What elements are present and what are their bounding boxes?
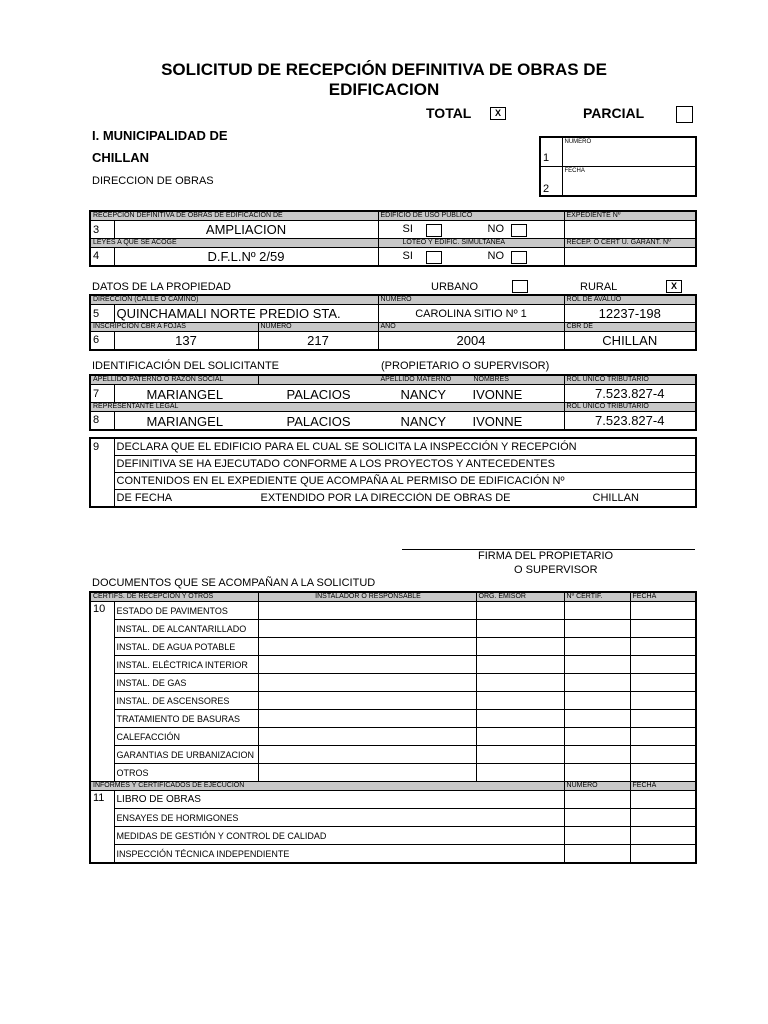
docs-header-4: Nº CERTIF.: [564, 592, 630, 602]
sec9-comuna[interactable]: CHILLAN: [592, 492, 639, 504]
doc-item-label: INSTAL. DE ASCENSORES: [114, 692, 258, 710]
org-emisor-field[interactable]: [476, 746, 564, 764]
parcial-checkbox[interactable]: [676, 106, 693, 123]
direccion-obras-label: DIRECCION DE OBRAS: [92, 175, 214, 187]
doc-item-label: INSTAL. DE GAS: [114, 674, 258, 692]
sec3-no-checkbox[interactable]: [511, 224, 527, 237]
org-emisor-field[interactable]: [476, 692, 564, 710]
sec3-si-label: SI: [402, 223, 413, 235]
sec3-header-3: EXPEDIENTE Nº: [564, 211, 696, 221]
total-checkbox[interactable]: X: [490, 107, 506, 120]
doc-row: [90, 620, 696, 638]
sec3-header-2: EDIFICIO DE USO PUBLICO: [378, 211, 564, 221]
sec9-line2: DEFINITIVA SE HA EJECUTADO CONFORME A LOS PROYECTOS Y ANTECEDENTES: [114, 456, 696, 473]
informe-numero-field[interactable]: [564, 809, 630, 827]
docs11-header-2: NÚMERO: [564, 782, 630, 791]
n-certif-field[interactable]: [564, 692, 630, 710]
sec6-anio[interactable]: 2004: [378, 332, 564, 350]
sec4-header-2: LOTEO Y EDIFIC. SIMULTANEA: [378, 239, 564, 248]
doc-row: [90, 692, 696, 710]
sec5-direccion[interactable]: QUINCHAMALI NORTE PREDIO STA.: [114, 305, 378, 323]
doc-row: [90, 674, 696, 692]
org-emisor-field[interactable]: [476, 602, 564, 620]
sec4-si-checkbox[interactable]: [426, 251, 442, 264]
docs11-header-1: INFORMES Y CERTIFICADOS DE EJECUCIÓN: [90, 782, 564, 791]
informe-item-label: INSPECCIÓN TÉCNICA INDEPENDIENTE: [114, 845, 564, 864]
sec7-num: 7: [90, 385, 114, 403]
sec6-header-4: CBR DE: [564, 323, 696, 332]
documentos-table: [89, 591, 697, 864]
informe-numero-field[interactable]: [564, 791, 630, 809]
form-title-line2: EDIFICACION: [328, 80, 440, 99]
sec3-no-label: NO: [487, 223, 504, 235]
org-emisor-field[interactable]: [476, 764, 564, 782]
sec4-value[interactable]: D.F.L.Nº 2/59: [114, 248, 378, 266]
sec8-rut[interactable]: 7.523.827-4: [564, 412, 696, 430]
doc-item-label: TRATAMIENTO DE BASURAS: [114, 710, 258, 728]
informe-row: [90, 845, 696, 864]
doc-item-label: CALEFACCIÓN: [114, 728, 258, 746]
doc-row: [90, 656, 696, 674]
section-7-8-table: [89, 374, 697, 431]
sec3-header-1: RECEPCIÓN DEFINITIVA DE OBRAS DE EDIFICACIÓN DE: [90, 211, 378, 221]
informe-fecha-field[interactable]: [630, 809, 696, 827]
sec3-si-no: [378, 221, 564, 239]
section-3-4-table: [89, 210, 697, 267]
instalador-field[interactable]: [258, 746, 476, 764]
org-emisor-field[interactable]: [476, 620, 564, 638]
fecha-field[interactable]: [630, 602, 696, 620]
sec5-header-3: ROL DE AVALUO: [564, 295, 696, 305]
sec9-num: 9: [90, 438, 114, 507]
sec4-no-label: NO: [487, 250, 504, 262]
org-emisor-field[interactable]: [476, 638, 564, 656]
sec6-numero[interactable]: 217: [258, 332, 378, 350]
rural-label: RURAL: [580, 281, 618, 293]
fecha-field[interactable]: [562, 175, 696, 196]
sec5-header-1: DIRECCIÓN (CALLE O CAMINO): [90, 295, 378, 305]
sec3-si-checkbox[interactable]: [426, 224, 442, 237]
sec7-header-3: NOMBRES: [473, 376, 509, 383]
sec4-num: 4: [90, 248, 114, 266]
doc-row: [90, 710, 696, 728]
sec4-header-3: RECEP. O CERT U. GARANT. Nº: [564, 239, 696, 248]
informe-numero-field[interactable]: [564, 845, 630, 864]
informe-fecha-field[interactable]: [630, 845, 696, 864]
total-label: TOTAL: [426, 105, 472, 121]
sec6-header-1: INSCRIPCION CBR A FOJAS: [90, 323, 258, 332]
sec8-header-2: ROL UNICO TRIBUTARIO: [564, 403, 696, 412]
sec6-header-3: AÑO: [378, 323, 564, 332]
sec7-nombre2: IVONNE: [472, 387, 523, 402]
sec5-numero[interactable]: CAROLINA SITIO Nº 1: [378, 305, 564, 323]
docs-header-1: CERTIFS. DE RECEPCIÓN Y OTROS: [90, 592, 258, 602]
documentos-label: DOCUMENTOS QUE SE ACOMPAÑAN A LA SOLICITUD: [92, 577, 376, 589]
docs11-header-3: FECHA: [630, 782, 696, 791]
docs-header-3: ORG. EMISOR: [476, 592, 564, 602]
urbano-label: URBANO: [431, 281, 479, 293]
sec9-line3: CONTENIDOS EN EL EXPEDIENTE QUE ACOMPAÑA AL PERMISO DE EDIFICACIÓN Nº: [114, 473, 696, 490]
sec4-si-no: [378, 248, 564, 266]
docs-header-5: FECHA: [630, 592, 696, 602]
parcial-label: PARCIAL: [583, 105, 645, 121]
fecha-field[interactable]: [630, 620, 696, 638]
numero-field[interactable]: [562, 146, 696, 167]
sec8-nombre1: NANCY: [400, 414, 447, 429]
sec7-header-2-3: [258, 375, 564, 385]
instalador-field[interactable]: [258, 620, 476, 638]
municipio-line1: I. MUNICIPALIDAD DE: [92, 128, 228, 143]
sec6-num: 6: [90, 332, 114, 350]
instalador-field[interactable]: [258, 728, 476, 746]
sec8-header-1: REPRESENTANTE LEGAL: [90, 403, 564, 412]
recep-cert-field[interactable]: [564, 248, 696, 266]
instalador-field[interactable]: [258, 602, 476, 620]
section-5-6-table: [89, 294, 697, 351]
sec7-header-4: ROL UNICO TRIBUTARIO: [564, 375, 696, 385]
section-9-table: [89, 437, 697, 508]
sec8-paterno: MARIANGEL: [146, 414, 224, 429]
solicitante-label: IDENTIFICACIÓN DEL SOLICITANTE: [92, 360, 280, 372]
fecha-field[interactable]: [630, 692, 696, 710]
org-emisor-field[interactable]: [476, 674, 564, 692]
urbano-checkbox[interactable]: [512, 280, 528, 293]
solicitante-sub: (PROPIETARIO O SUPERVISOR): [381, 360, 550, 372]
rural-checkbox[interactable]: X: [666, 280, 682, 293]
sec8-nombre2: IVONNE: [472, 414, 523, 429]
n-certif-field[interactable]: [564, 638, 630, 656]
row-1-num: 1: [543, 152, 550, 164]
fecha-field[interactable]: [630, 656, 696, 674]
fecha-field[interactable]: [630, 674, 696, 692]
sec4-no-checkbox[interactable]: [511, 251, 527, 264]
docs10-num: 10: [90, 602, 114, 782]
numero-fecha-box: [539, 136, 697, 197]
doc-row: [90, 602, 696, 620]
sec7-header-2: APELLIDO MATERNO: [380, 376, 452, 383]
municipio-line2: CHILLAN: [92, 150, 150, 165]
datos-propiedad-label: DATOS DE LA PROPIEDAD: [92, 281, 231, 293]
n-certif-field[interactable]: [564, 602, 630, 620]
sec7-rut[interactable]: 7.523.827-4: [564, 385, 696, 403]
n-certif-field[interactable]: [564, 728, 630, 746]
docs11-num: 11: [90, 791, 114, 864]
instalador-field[interactable]: [258, 674, 476, 692]
doc-item-label: INSTAL. DE AGUA POTABLE: [114, 638, 258, 656]
sec6-cbr[interactable]: CHILLAN: [564, 332, 696, 350]
informe-item-label: LIBRO DE OBRAS: [114, 791, 564, 809]
docs-header-2: INSTALADOR O RESPONSABLE: [258, 592, 476, 602]
n-certif-field[interactable]: [564, 710, 630, 728]
sec3-value[interactable]: AMPLIACION: [114, 221, 378, 239]
doc-row: [90, 764, 696, 782]
n-certif-field[interactable]: [564, 620, 630, 638]
informe-row: [90, 791, 696, 809]
informe-fecha-field[interactable]: [630, 791, 696, 809]
sec4-si-label: SI: [402, 250, 413, 262]
expediente-field[interactable]: [564, 221, 696, 239]
n-certif-field[interactable]: [564, 764, 630, 782]
sec5-num: 5: [90, 305, 114, 323]
instalador-field[interactable]: [258, 764, 476, 782]
doc-item-label: OTROS: [114, 764, 258, 782]
doc-item-label: INSTAL. ELÉCTRICA INTERIOR: [114, 656, 258, 674]
sec9-line1: DECLARA QUE EL EDIFICIO PARA EL CUAL SE SOLICITA LA INSPECCIÓN Y RECEPCIÓN: [114, 438, 696, 456]
doc-item-label: GARANTIAS DE URBANIZACION: [114, 746, 258, 764]
sec3-num: 3: [90, 221, 114, 239]
informe-row: [90, 827, 696, 845]
instalador-field[interactable]: [258, 692, 476, 710]
n-certif-field[interactable]: [564, 656, 630, 674]
informe-item-label: ENSAYES DE HORMIGONES: [114, 809, 564, 827]
form-title-line1: SOLICITUD DE RECEPCIÓN DEFINITIVA DE OBRAS DE: [161, 60, 607, 79]
sec8-materno: PALACIOS: [286, 414, 351, 429]
doc-item-label: ESTADO DE PAVIMENTOS: [114, 602, 258, 620]
sec7-materno: PALACIOS: [286, 387, 351, 402]
org-emisor-field[interactable]: [476, 656, 564, 674]
informe-fecha-field[interactable]: [630, 827, 696, 845]
doc-row: [90, 638, 696, 656]
org-emisor-field[interactable]: [476, 710, 564, 728]
informe-row: [90, 809, 696, 827]
sec9-line4: [114, 490, 696, 508]
row-2-num: 2: [540, 167, 562, 197]
instalador-field[interactable]: [258, 710, 476, 728]
sec5-rol[interactable]: 12237-198: [564, 305, 696, 323]
sec7-header-1: APELLIDO PATERNO O RAZÓN SOCIAL: [90, 375, 258, 385]
sec7-nombre1: NANCY: [400, 387, 447, 402]
fecha-field[interactable]: [630, 638, 696, 656]
firma-label-1: FIRMA DEL PROPIETARIO: [478, 550, 614, 562]
numero-label: NUMERO: [562, 137, 696, 146]
instalador-field[interactable]: [258, 656, 476, 674]
doc-row: [90, 728, 696, 746]
sec9-extendido: EXTENDIDO POR LA DIRECCIÓN DE OBRAS DE: [260, 492, 511, 504]
n-certif-field[interactable]: [564, 746, 630, 764]
sec6-header-2: NUMERO: [258, 323, 378, 332]
doc-item-label: INSTAL. DE ALCANTARILLADO: [114, 620, 258, 638]
fecha-label: FECHA: [562, 167, 696, 176]
fecha-field[interactable]: [630, 746, 696, 764]
sec7-paterno: MARIANGEL: [146, 387, 224, 402]
sec8-name-field[interactable]: [114, 412, 564, 430]
org-emisor-field[interactable]: [476, 728, 564, 746]
fecha-field[interactable]: [630, 710, 696, 728]
sec9-de-fecha: DE FECHA: [116, 492, 173, 504]
sec6-fojas[interactable]: 137: [114, 332, 258, 350]
informe-numero-field[interactable]: [564, 827, 630, 845]
doc-row: [90, 746, 696, 764]
sec5-header-2: NUMERO: [378, 295, 564, 305]
fecha-field[interactable]: [630, 764, 696, 782]
n-certif-field[interactable]: [564, 674, 630, 692]
sec4-header-1: LEYES A QUE SE ACOGE: [90, 239, 378, 248]
sec8-num: 8: [90, 412, 114, 430]
firma-label-2: O SUPERVISOR: [514, 564, 598, 576]
instalador-field[interactable]: [258, 638, 476, 656]
fecha-field[interactable]: [630, 728, 696, 746]
sec7-name-field[interactable]: [114, 385, 564, 403]
informe-item-label: MEDIDAS DE GESTIÓN Y CONTROL DE CALIDAD: [114, 827, 564, 845]
